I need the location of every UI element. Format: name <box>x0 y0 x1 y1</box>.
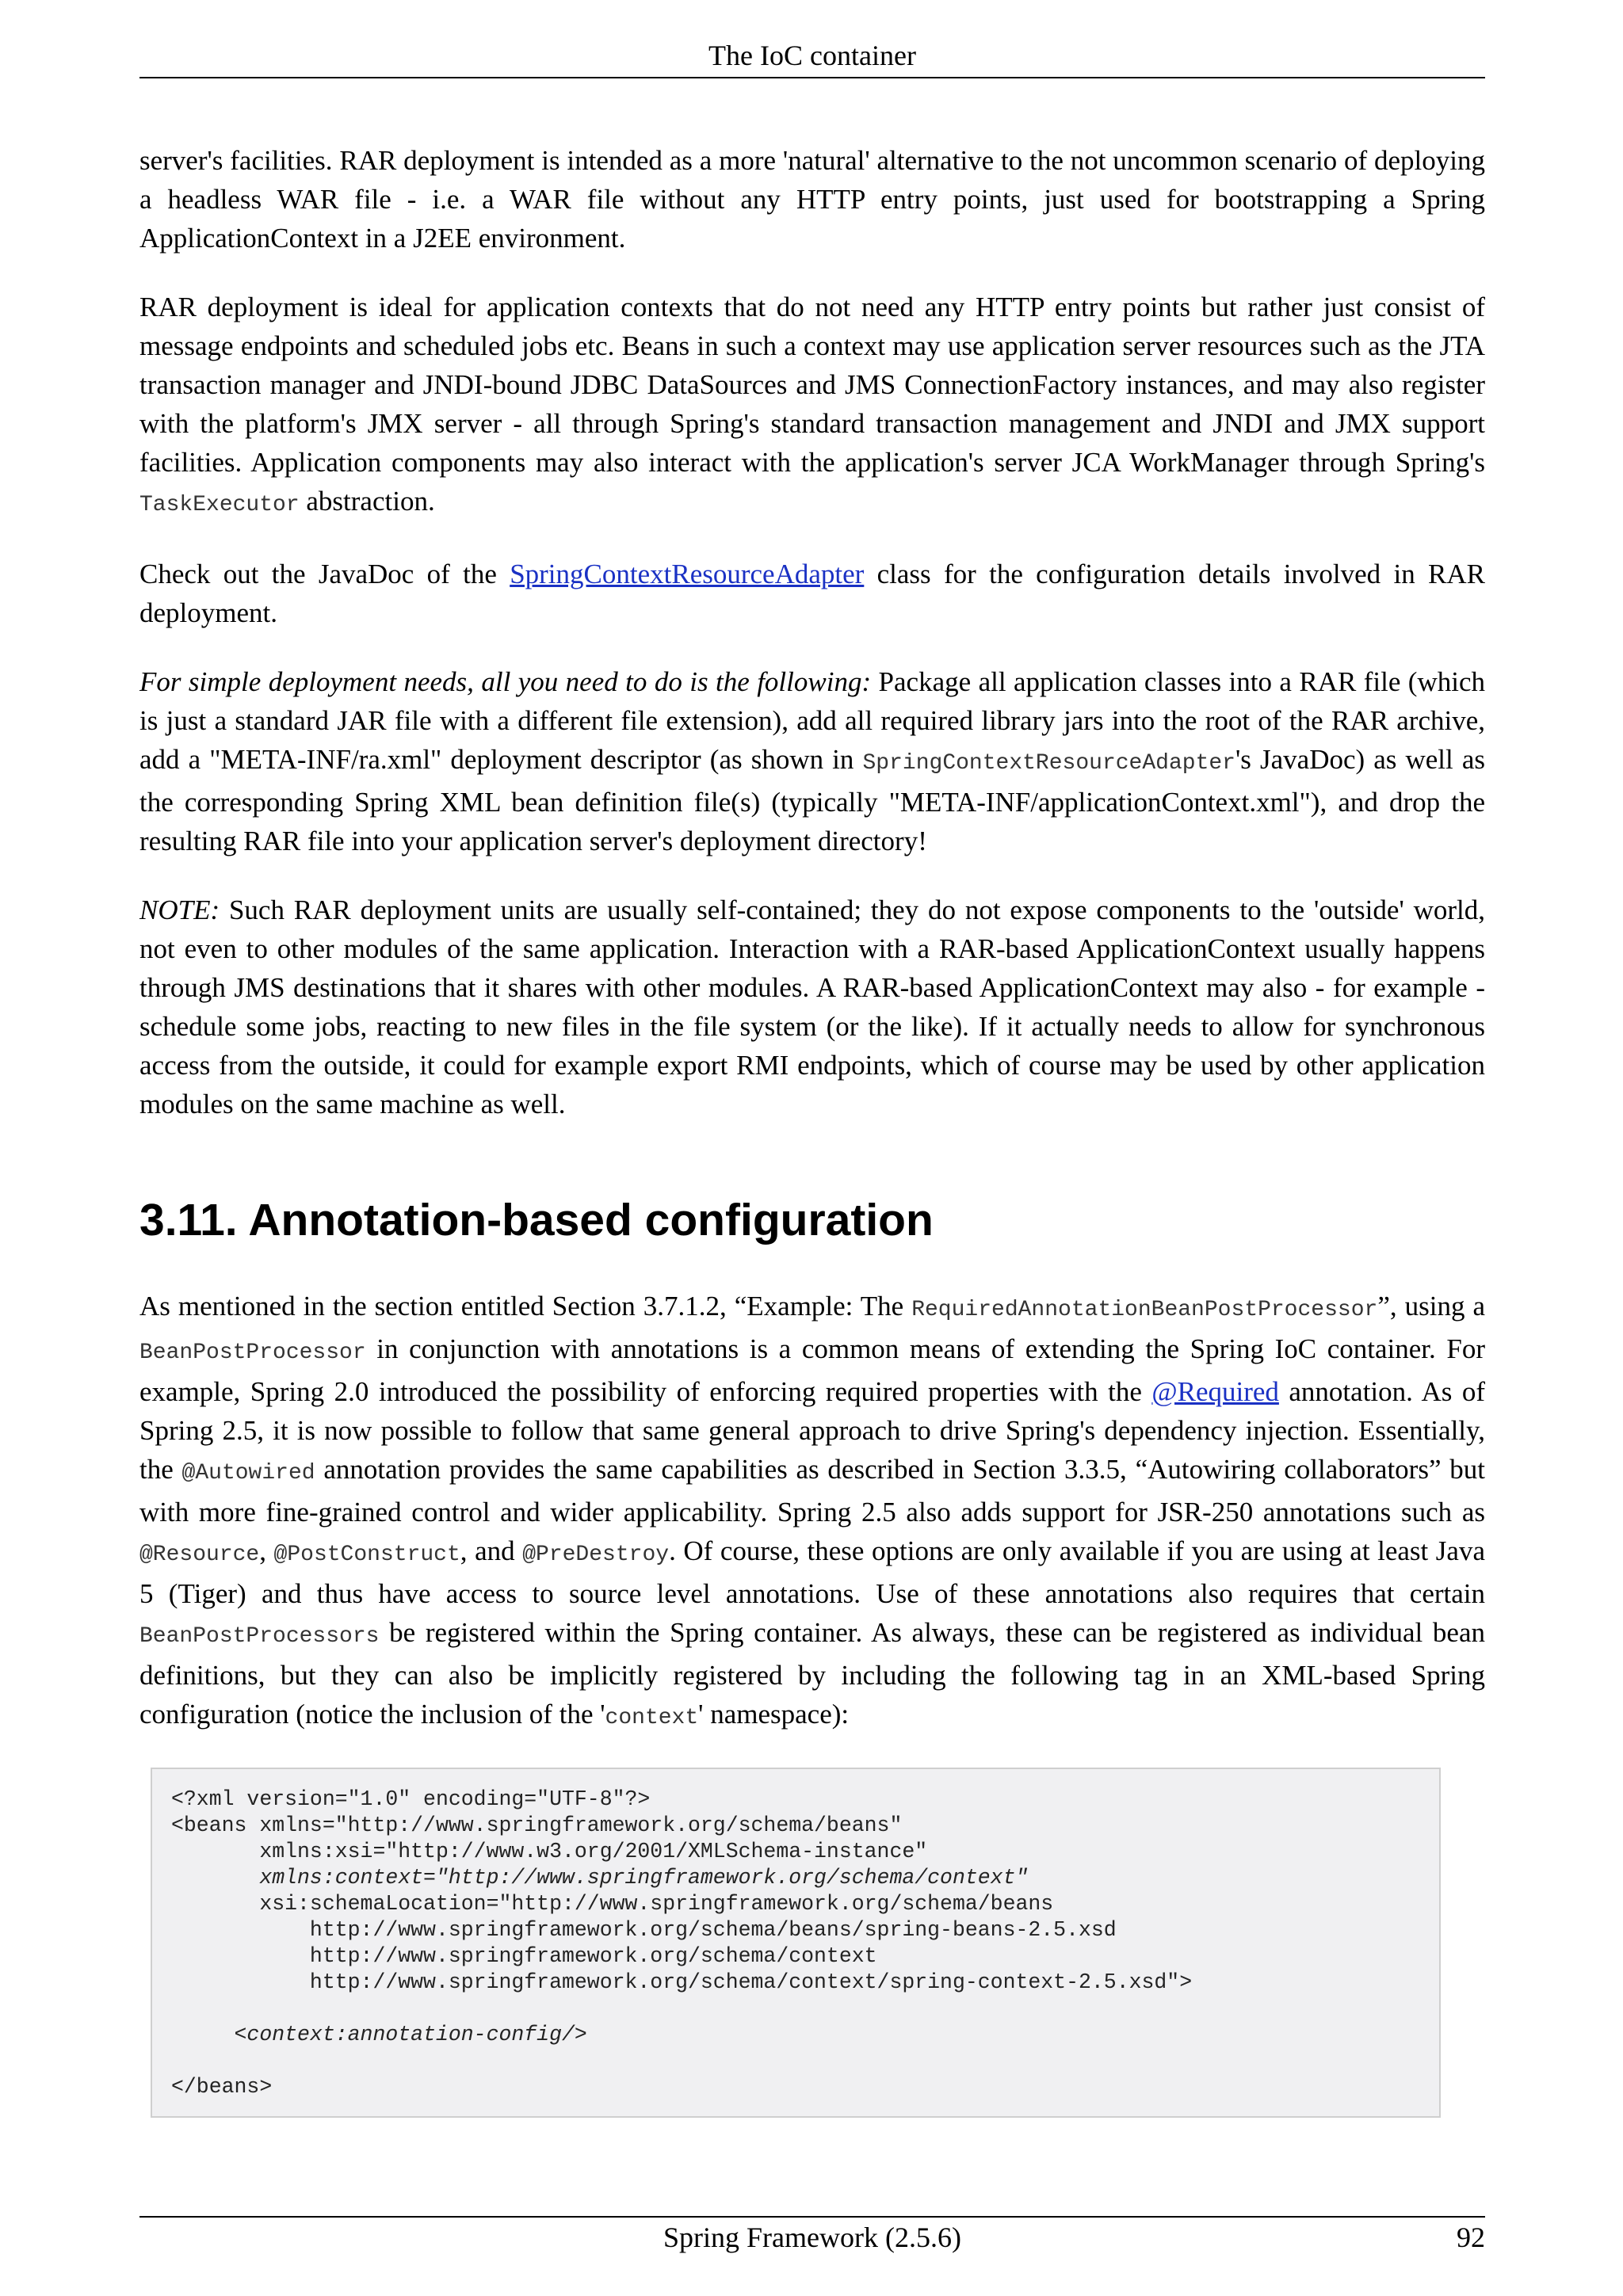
code-line: xmlns:xsi="http://www.w3.org/2001/XMLSchema-instance" <box>171 1840 928 1863</box>
paragraph-annotation-config <box>139 1287 1485 1737</box>
inline-code-resource: @Resource <box>139 1543 260 1567</box>
paragraph-text: RAR deployment is ideal for application contexts that do not need any HTTP entry points but rather just consist of message endpoints and scheduled jobs etc. Beans in such a context may use application server resources such as the JTA transaction manager and JNDI-bound JDBC DataSources and JMS ConnectionFactory instances, and may also register with the platform's JMX server - all through Spring's standard transaction management and JNDI and JMX support facilities. Application components may also interact with the application's server JCA WorkManager through Spring's <box>139 292 1485 478</box>
note-label: NOTE: <box>139 894 220 925</box>
inline-code-taskexecutor: TaskExecutor <box>139 493 300 517</box>
code-line: xsi:schemaLocation="http://www.springframework.org/schema/beans <box>171 1892 1054 1916</box>
inline-code-autowired: @Autowired <box>181 1461 315 1486</box>
paragraph-text: annotation provides the same capabilities as described in Section 3.3.5, “Autowiring collaborators” but with more fine-grained control and wider applicability. Spring 2.5 also adds support for JSR-250 annotations such as <box>139 1454 1485 1527</box>
code-line: <context:annotation-config/> <box>171 2023 587 2046</box>
paragraph-text: ' namespace): <box>698 1699 850 1730</box>
header-rule <box>139 77 1485 78</box>
paragraph-text: Check out the JavaDoc of the <box>139 559 510 589</box>
running-footer <box>139 2220 1485 2255</box>
paragraph-text: abstraction. <box>299 486 435 517</box>
code-line: </beans> <box>171 2075 273 2099</box>
paragraph-text: class for the configuration details involved in RAR deployment. <box>139 559 1485 628</box>
inline-code-postconstruct: @PostConstruct <box>273 1543 460 1567</box>
inline-code-context: context <box>605 1706 699 1730</box>
paragraph-simple-deployment <box>139 662 1485 860</box>
footer-rule <box>139 2216 1485 2218</box>
paragraph-text: Package all application classes into a RAR file (which is just a standard JAR file with a different file extension), add all required library jars into the root of the RAR archive, add a "META-INF/ra.xml" deployment descriptor (as shown in <box>139 666 1485 775</box>
inline-code-beanpostprocessors: BeanPostProcessors <box>139 1624 380 1649</box>
document-page <box>139 0 1485 2296</box>
paragraph-text: ”, using a <box>1377 1291 1485 1322</box>
body-text <box>139 141 1485 2118</box>
paragraph-text: , and <box>460 1535 523 1566</box>
code-line: http://www.springframework.org/schema/context/spring-context-2.5.xsd"> <box>171 1970 1193 1994</box>
inline-code-beanpostprocessor: BeanPostProcessor <box>139 1341 366 1365</box>
paragraph-javadoc <box>139 555 1485 632</box>
running-header: The IoC container <box>708 40 916 71</box>
inline-code-springcontextresourceadapter: SpringContextResourceAdapter <box>862 751 1235 776</box>
paragraph-rar-ideal <box>139 288 1485 524</box>
paragraph-text: . Of course, these options are only available if you are using at least Java 5 (Tiger) and thus have access to source level annotations. Use of these annotations also requires that certain <box>139 1535 1485 1609</box>
inline-code-requiredannotationbeanpostprocessor: RequiredAnnotationBeanPostProcessor <box>911 1298 1378 1322</box>
paragraph-text: 's JavaDoc) as well as the corresponding Spring XML bean definition file(s) (typically "META-INF/applicationContext.xml"), and drop the resulting RAR file into your application server's deployment directory! <box>139 744 1485 856</box>
page-number: 92 <box>1457 2222 1485 2253</box>
paragraph-text: Such RAR deployment units are usually self-contained; they do not expose components to the 'outside' world, not even to other modules of the same application. Interaction with a RAR-based ApplicationContext usually happens through JMS destinations that it shares with other modules. A RAR-based ApplicationContext may also - for example - schedule some jobs, reacting to new files in the file system (or the like). If it actually needs to allow for synchronous access from the outside, it could for example export RMI endpoints, which of course may be used by other application modules on the same machine as well. <box>139 894 1485 1119</box>
code-line: <beans xmlns="http://www.springframework.org/schema/beans" <box>171 1814 903 1837</box>
code-line: http://www.springframework.org/schema/beans/spring-beans-2.5.xsd <box>171 1918 1117 1942</box>
required-annotation-link[interactable]: @Required <box>1151 1376 1279 1407</box>
section-heading: 3.11. Annotation-based configuration <box>139 1195 934 1245</box>
xml-code-block <box>151 1768 1441 2118</box>
inline-code-predestroy: @PreDestroy <box>522 1543 670 1567</box>
code-line: <?xml version="1.0" encoding="UTF-8"?> <box>171 1787 651 1811</box>
code-line: http://www.springframework.org/schema/context <box>171 1944 877 1968</box>
paragraph-text: As mentioned in the section entitled Section 3.7.1.2, “Example: The <box>139 1291 912 1322</box>
footer-title: Spring Framework (2.5.6) <box>663 2222 961 2253</box>
paragraph-rar-intro: server's facilities. RAR deployment is intended as a more 'natural' alternative to the not uncommon scenario of deploying a headless WAR file - i.e. a WAR file without any HTTP entry points, just used for bootstrapping a Spring ApplicationContext in a J2EE environment. <box>139 145 1485 254</box>
paragraph-text: annotation. As of Spring 2.5, it is now possible to follow that same general approach to drive Spring's dependency injection. Essentially, the <box>139 1376 1485 1485</box>
code-line: xmlns:context="http://www.springframework.org/schema/context" <box>171 1866 1029 1890</box>
paragraph-text: be registered within the Spring container. As always, these can be registered as individual bean definitions, but they can also be implicitly registered by including the following tag in an XML-based Spring configuration (notice the inclusion of the ' <box>139 1617 1485 1730</box>
paragraph-note <box>139 891 1485 1123</box>
springcontextresourceadapter-link[interactable]: SpringContextResourceAdapter <box>510 559 865 589</box>
italic-lead-in: For simple deployment needs, all you need to do is the following: <box>139 666 872 697</box>
paragraph-text: in conjunction with annotations is a common means of extending the Spring IoC container. For example, Spring 2.0 introduced the possibility of enforcing required properties with the <box>139 1333 1485 1407</box>
paragraph-text: , <box>259 1535 274 1566</box>
